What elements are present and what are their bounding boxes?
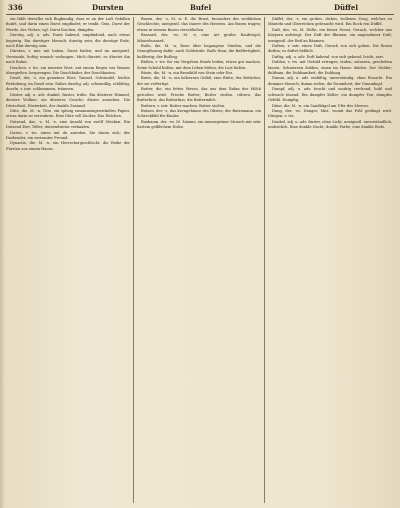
entry: Butzen, der, -s, das Kerngehäuse des Obstes; der Butzemann, ein Schreckbild für Kinder. [137, 108, 261, 119]
entry: Duftig, adj. u. adv. Duft habend, von sich gebend; leicht, zart. [272, 54, 385, 59]
text-column-middle [137, 17, 261, 503]
entry: Büßen, v. trs. für ein Vergehen Strafe leiden, etwas gut machen. Seine Schuld büßen; mit dem Leben büßen; die Lust büßen. [137, 60, 261, 70]
entry: ein fühlt derselbe sich flugkundig, dass er an der Luft Gefallen findet, und darin einen Durst empfindet; er trinkt. Gem. Durst der Pferde, des Viehes; vgl. Durst löschen, dämpfen. [6, 17, 130, 32]
header-rule [6, 14, 394, 15]
entry: Dusel, der, -s, ein gemeines Wort, Taumel, Schwindel, leichte Betäubung; im Dusel sein. Daher duselig, adj. schwindlig, schläfrig; duseln, v. intr. schlummern, träumen. [6, 76, 130, 92]
entry: Dumpf, adj. u. adv. feucht und modrig riechend; hohl und schwach tönend. Ein dumpfer Keller; ein dumpfer Ton; dumpfes Gefühl. Dumpfig. [268, 87, 392, 103]
entry: Butte, die, M. -n, ein hölzernes Gefäß, eine Bütte; der Bötticher, der sie verfertigt. [137, 76, 261, 86]
entry: Dung, der, -es, Dünger, Mist, womit das Feld gedüngt wird. Düngen, v. trs. [268, 108, 392, 119]
entry: Düffel, der, -s, ein grobes, dickes, wollenes Zeug, welches zu Mänteln und Oberröcken gebraucht wird. Ein Rock von Düffel. [268, 17, 392, 27]
entry: Duschen, v. trs. ein neueres Wort, mit einem Regen von Wasser übergießen, besprengen. Die Duschbäder, der Duschkasten. [6, 65, 130, 76]
entry: Düne, die, M. -n, ein Sandhügel am Ufer des Meeres. [272, 103, 370, 108]
page-fold-shadow [0, 0, 5, 508]
text-column-left [6, 17, 130, 503]
page-header [6, 2, 394, 14]
text-column-right [268, 17, 392, 503]
entry: Bussard, der, -es, M. -e, eine Art großer Raubvögel, Mäusebussard. [137, 33, 261, 43]
page-number: 336 [8, 3, 23, 12]
entry: Dulden, v. trs. mit Geduld ertragen, leiden; zulassen, geschehen lassen. Schmerzen dulden; einen im Hause dulden. Der Dulder; duldsam; die Duldsamkeit; die Duldung. [268, 60, 392, 76]
entry: Düster, adj. u. adv. dunkel, finster, trübe. Ein düsterer Himmel; düstere Wolken; ein düsteres Gesicht; düster aussehen. Die Düsterheit, Düsterkeit, der dunkle Zustand. [6, 92, 130, 108]
entry: Buxbaum, der, -es, M. -bäume, ein immergrüner Strauch mit sehr hartem gelblichem Holze. [137, 119, 261, 130]
header-center-word: Bufel [190, 3, 212, 12]
entry: Dürsten, v. intr. mit haben, Durst leiden; und im uneigentl. Verstande, heftig wonach verlangen. Mich dürstet; es dürstet ihn nach Ruhm. [6, 49, 130, 65]
column-divider [264, 17, 265, 503]
entry: Dunkel, adj. u. adv. finster, ohne Licht; uneigentl. unverständlich, undeutlich. Eine dunkle Nacht; dunkle Farbe; eine dunkle Rede. [268, 119, 392, 130]
column-divider [133, 17, 134, 503]
entry: Durstig, adj. u. adv. Durst habend, empfindend, nach etwas begierig. Ein durstiger Mensch; durstig sein; die durstige Erde; nach Blut durstig sein. [6, 33, 130, 49]
header-right-word: Düffel [333, 3, 358, 12]
entry: Duzen, v. trs. einen mit du anreden. Sie duzen sich; der Duzbruder, ein vertrauter Freund. [6, 130, 130, 140]
entry: Butter, die, ein fettes Wesen, das aus dem Rahm der Milch gestoßen wird. Frische Butter; Butter stoßen, rühren; das Butterbrot, das Butterfass, die Buttermilch. [137, 87, 261, 103]
entry: Buttern, v. intr. Butter machen, Butter stoßen. [141, 103, 226, 108]
entry: Dutzend, das, -s, M. -e, eine Anzahl von zwölf Stücken. Ein Dutzend Eier, Teller; dutzendweise verkaufen. [6, 119, 130, 130]
entry: Buße, die, M. -n, Reue über begangene Sünden, und die Genugthuung dafür; auch Geldstrafe. Buße thun; die Bußfertigkeit; bußfertig; der Bußtag. [137, 44, 261, 59]
entry: Düte, die, M. -n, Tüte, ein spitzig zusammengewickeltes Papier, etwas darin zu verwahren. Eine Düte voll Zucker. Das Dütchen. [6, 108, 130, 119]
entry: Duft, der, -es, M. Düfte, ein feiner Dunst, Geruch, welcher aus Körpern aufsteigt. Der Duft der Blumen; ein angenehmer Duft; uneigentl. der Reif an Bäumen. [268, 27, 392, 43]
entry: Dumm, adj. u. adv. einfältig, unverständig, ohne Einsicht. Ein dummer Mensch; dumm reden; die Dummheit; der Dummkopf. [268, 76, 392, 86]
entry: Büste, die, M. -n, ein Brustbild von Stein oder Erz. [141, 71, 234, 76]
header-left-word: Dursten [92, 3, 124, 12]
entry: Busen, der, -s, M. w. E. die Brust, besonders des weiblichen Geschlechts; uneigentl. das Innere des Herzens. Am Busen tragen; etwas in seinem Busen verschließen. [137, 17, 261, 32]
entry: Duften, v. intr. einen Duft, Geruch von sich geben. Die Rosen duften; es duftet lieblich. [268, 44, 392, 54]
entry: Dynastie, die, M. -n, ein Herrschergeschlecht, die Reihe der Fürsten aus einem Hause. [6, 141, 130, 151]
